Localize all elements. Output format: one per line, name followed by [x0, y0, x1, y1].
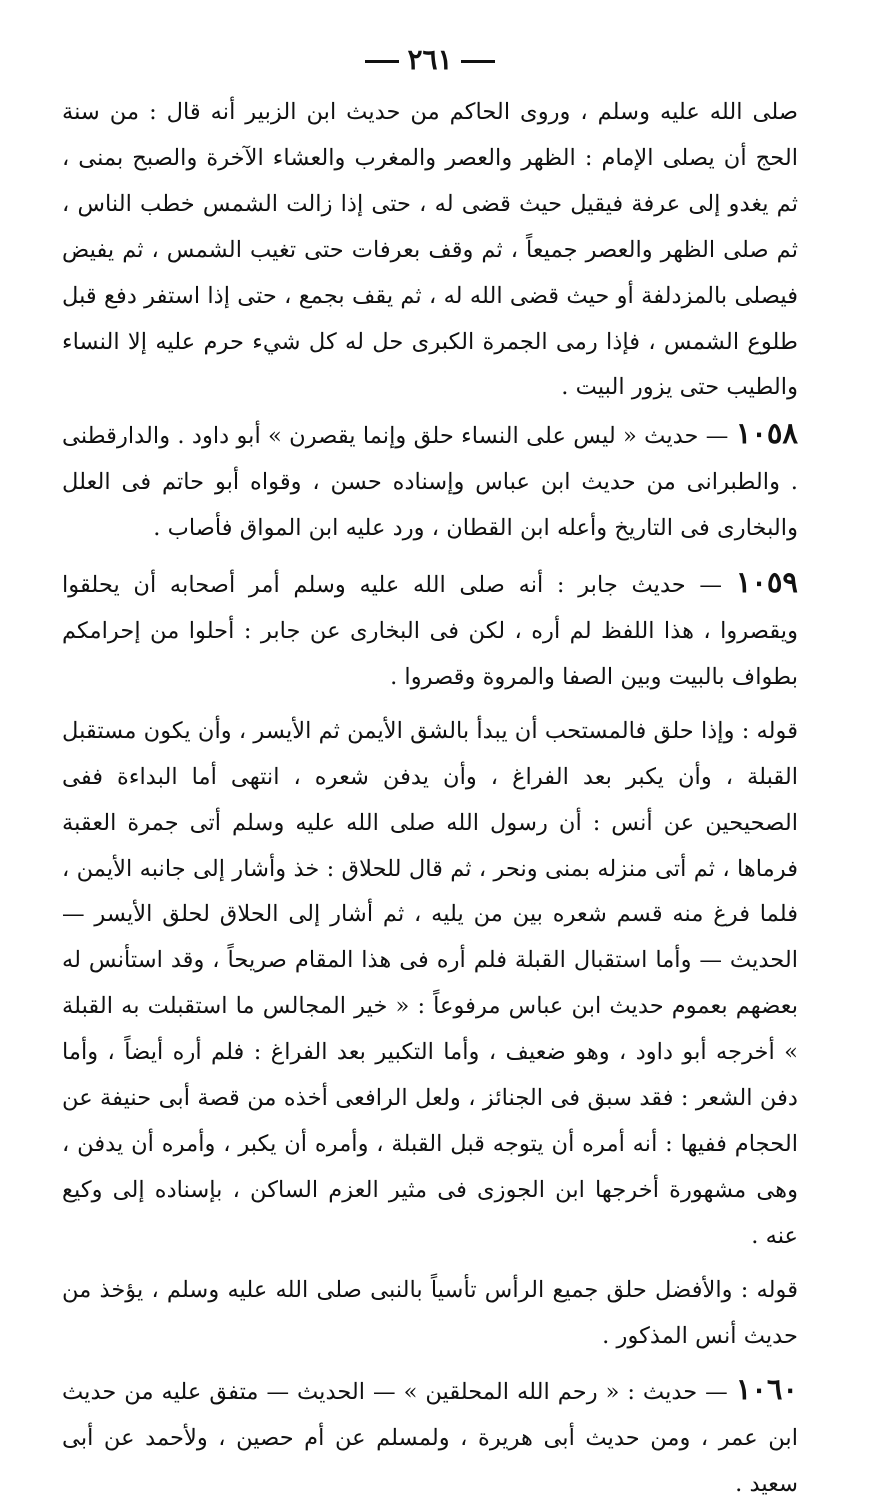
paragraph-text: صلى الله عليه وسلم ، وروى الحاكم من حديث ابن الزبير أنه قال : من سنة الحج أن يصلى الإمام : الظهر والعصر والمغرب والعشاء الآخرة والصبح بمنى ، ثم يغدو إلى عرفة فيقيل حيث قضى له ، حتى إذا زالت الشمس خطب الناس ، ثم صلى الظهر والعصر جميعاً ، ثم وقف بعرفات حتى تغيب الشمس ، ثم يفيض فيصلى بالمزدلفة أو حيث قضى الله له ، ثم يقف بجمع ، حتى إذا استفر دفع قبل طلوع الشمس ، فإذا رمى الجمرة الكبرى حل له كل شيء حرم عليه إلا النساء والطيب حتى يزور البيت . — [62, 99, 798, 401]
entry-1058 — [62, 411, 798, 552]
page-number — [62, 38, 798, 82]
entry-number: ١٠٥٨ — [735, 416, 798, 451]
entry-text: — حديث « ليس على النساء حلق وإنما يقصرن » أبو داود . والدارقطنى . والطبرانى من حديث ابن عباس وإسناده حسن ، وقواه أبو حاتم فى العلل والبخارى فى التاريخ وأعله ابن القطان ، ورد عليه ابن المواق فأصاب . — [62, 423, 798, 542]
entry-number: ١٠٦٠ — [735, 1372, 798, 1407]
entry-1059 — [62, 560, 798, 701]
spacer — [62, 1359, 798, 1367]
spacer — [62, 701, 798, 709]
page-number-text: ٢٦١ — [407, 43, 453, 76]
paragraph-halq-etiquette — [62, 709, 798, 1260]
paragraph-hakim-narration — [62, 90, 798, 411]
left-dash — [365, 60, 399, 63]
paragraph-text: قوله : والأفضل حلق جميع الرأس تأسياً بالنبى صلى الله عليه وسلم ، يؤخذ من حديث أنس المذكور . — [62, 1276, 798, 1349]
spacer — [62, 552, 798, 560]
entry-1060 — [62, 1367, 798, 1508]
paragraph-text: قوله : وإذا حلق فالمستحب أن يبدأ بالشق الأيمن ثم الأيسر ، وأن يكون مستقبل القبلة ، وأن يكبر بعد الفراغ ، وأن يدفن شعره ، انتهى أما البداءة ففى الصحيحين عن أنس : أن رسول الله صلى الله عليه وسلم أتى جمرة العقبة فرماها ، ثم أتى منزله بمنى ونحر ، ثم قال للحلاق : خذ وأشار إلى جانبه الأيمن ، فلما فرغ منه قسم شعره بين من يليه ، ثم أشار إلى الحلاق لحلق الأيسر — الحديث — وأما استقبال القبلة فلم أره فى هذا المقام صريحاً ، وقد استأنس له بعضهم بعموم حديث ابن عباس مرفوعاً : « خير المجالس ما استقبلت به القبلة » أخرجه أبو داود ، وهو ضعيف ، وأما التكبير بعد الفراغ : فلم أره أيضاً ، وأما دفن الشعر : فقد سبق فى الجنائز ، ولعل الرافعى أخذه من قصة أبى حنيفة عن الحجام ففيها : أنه أمره أن يتوجه قبل القبلة ، وأمره أن يكبر ، وأمره أن يدفن ، وهى مشهورة أخرجها ابن الجوزى فى مثير العزم الساكن ، بإسناده إلى وكيع عنه . — [62, 717, 798, 1249]
paragraph-halq-whole-head — [62, 1268, 798, 1360]
right-dash — [461, 60, 495, 63]
entry-text: — حديث جابر : أنه صلى الله عليه وسلم أمر أصحابه أن يحلقوا ويقصروا ، هذا اللفظ لم أره ، لكن فى البخارى عن جابر : أحلوا من إحرامكم بطواف بالبيت وبين الصفا والمروة وقصروا . — [62, 572, 798, 690]
spacer — [62, 1260, 798, 1268]
entry-number: ١٠٥٩ — [735, 565, 798, 600]
entry-text: — حديث : « رحم الله المحلقين » — الحديث — متفق عليه من حديث ابن عمر ، ومن حديث أبى هريرة ، ولمسلم عن أم حصين ، ولأحمد عن أبى سعيد . — [62, 1379, 798, 1498]
